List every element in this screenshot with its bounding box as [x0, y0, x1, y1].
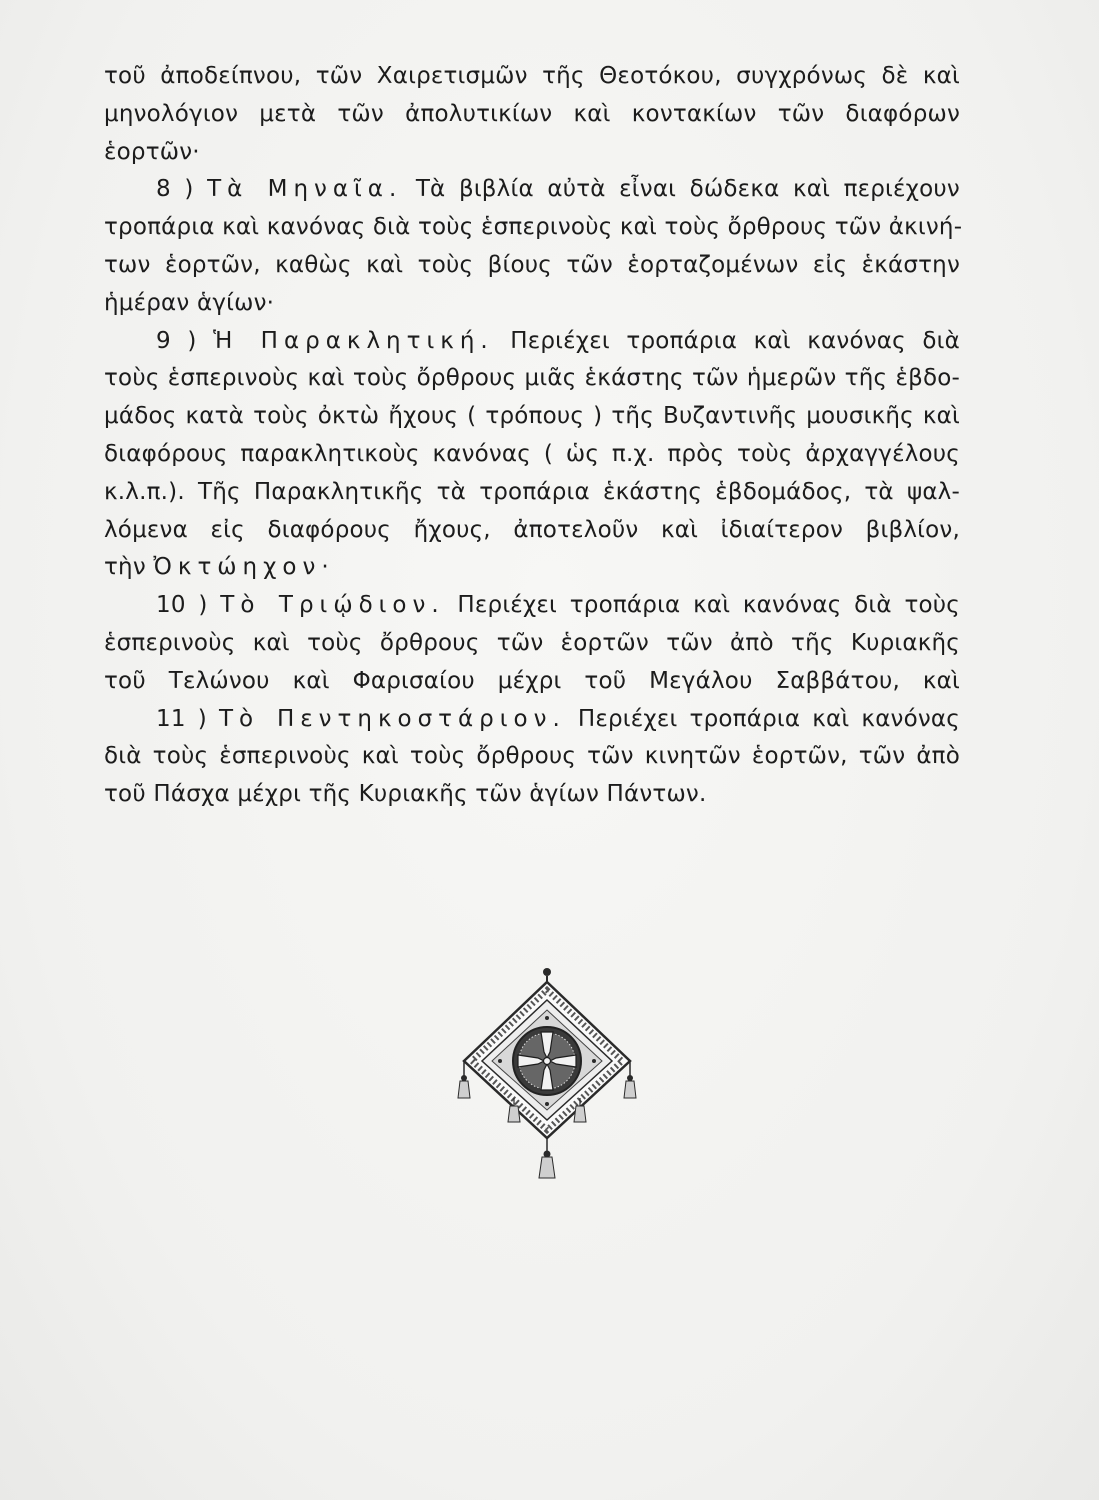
- text-line: τοῦ Πάσχα μέχρι τῆς Κυριακῆς τῶν ἁγίων Πάντων.: [104, 781, 707, 808]
- item-8-number: 8 ): [156, 176, 194, 203]
- text-line: των ἑορτῶν, καθὼς καὶ τοὺς βίους τῶν ἑορταζομένων εἰς ἑκάστην: [104, 251, 960, 278]
- text-line: Τὰ βιβλία αὐτὰ εἶναι δώδεκα καὶ περιέχουν: [415, 176, 960, 203]
- text-line: ἡμέραν ἁγίων·: [104, 289, 275, 316]
- cross-ornament-icon: [452, 966, 642, 1181]
- text-line: τροπάρια καὶ κανόνας διὰ τοὺς ἑσπερινοὺς καὶ τοὺς ὄρθρους τῶν ἀκινή-: [104, 214, 963, 241]
- octoechos-title: Ὀκτώηχον·: [153, 554, 335, 581]
- item-11-title: Τὸ Πεντηκοστάριον.: [218, 705, 566, 732]
- text-line: λόμενα εἰς διαφόρους ἤχους, ἀποτελοῦν καὶ ἰδιαίτερον βιβλίον,: [104, 516, 960, 543]
- item-10-title: Τὸ Τριῴδιον.: [220, 592, 445, 619]
- item-8-first-line: [104, 171, 960, 209]
- text-line: ἑορτῶν·: [104, 138, 200, 165]
- text-line: τοῦ ἀποδείπνου, τῶν Χαιρετισμῶν τῆς Θεοτόκου, συγχρόνως δὲ καὶ: [104, 63, 960, 89]
- text-line: μηνολόγιον μετὰ τῶν ἀπολυτικίων καὶ κοντακίων τῶν διαφόρων: [104, 100, 960, 127]
- item-11-first-line: [104, 701, 960, 739]
- item-9-number: 9 ): [156, 327, 197, 354]
- text-line: τοῦ Τελώνου καὶ Φαρισαίου μέχρι τοῦ Μεγάλου Σαββάτου, καὶ: [104, 667, 960, 694]
- item-9-title: Ἡ Παρακλητική.: [213, 327, 494, 354]
- item-10-number: 10 ): [156, 592, 208, 619]
- text-line: κ.λ.π.). Τῆς Παρακλητικῆς τὰ τροπάρια ἑκάστης ἑβδομάδος, τὰ ψαλ-: [104, 478, 960, 505]
- item-8-title: Τὰ Μηναῖα.: [207, 176, 403, 203]
- item-11-number: 11 ): [156, 705, 207, 732]
- text-line: διαφόρους παρακλητικοὺς κανόνας ( ὡς π.χ. πρὸς τοὺς ἀρχαγγέλους: [104, 440, 960, 467]
- text-line: τὴν: [104, 554, 146, 581]
- item-10-first-line: [104, 587, 960, 625]
- text-line: μάδος κατὰ τοὺς ὀκτὼ ἤχους ( τρόπους ) τῆς Βυζαντινῆς μουσικῆς καὶ: [104, 403, 960, 430]
- text-line: Περιέχει τροπάρια καὶ κανόνας: [577, 705, 960, 732]
- text-line: Περιέχει τροπάρια καὶ κανόνας διὰ τοὺς: [457, 592, 961, 619]
- text-line: τοὺς ἑσπερινοὺς καὶ τοὺς ὄρθρους μιᾶς ἑκάστης τῶν ἡμερῶν τῆς ἑβδο-: [104, 365, 960, 392]
- item-9-first-line: [104, 323, 960, 361]
- text-line: ἑσπερινοὺς καὶ τοὺς ὄρθρους τῶν ἑορτῶν τῶν ἀπὸ τῆς Κυριακῆς: [104, 629, 960, 656]
- document-text: [104, 58, 963, 814]
- text-line: Περιέχει τροπάρια καὶ κανόνας διὰ: [510, 327, 960, 354]
- text-line: διὰ τοὺς ἑσπερινοὺς καὶ τοὺς ὄρθρους τῶν κινητῶν ἑορτῶν, τῶν ἀπὸ: [104, 743, 960, 770]
- octoechos-line: [104, 549, 960, 587]
